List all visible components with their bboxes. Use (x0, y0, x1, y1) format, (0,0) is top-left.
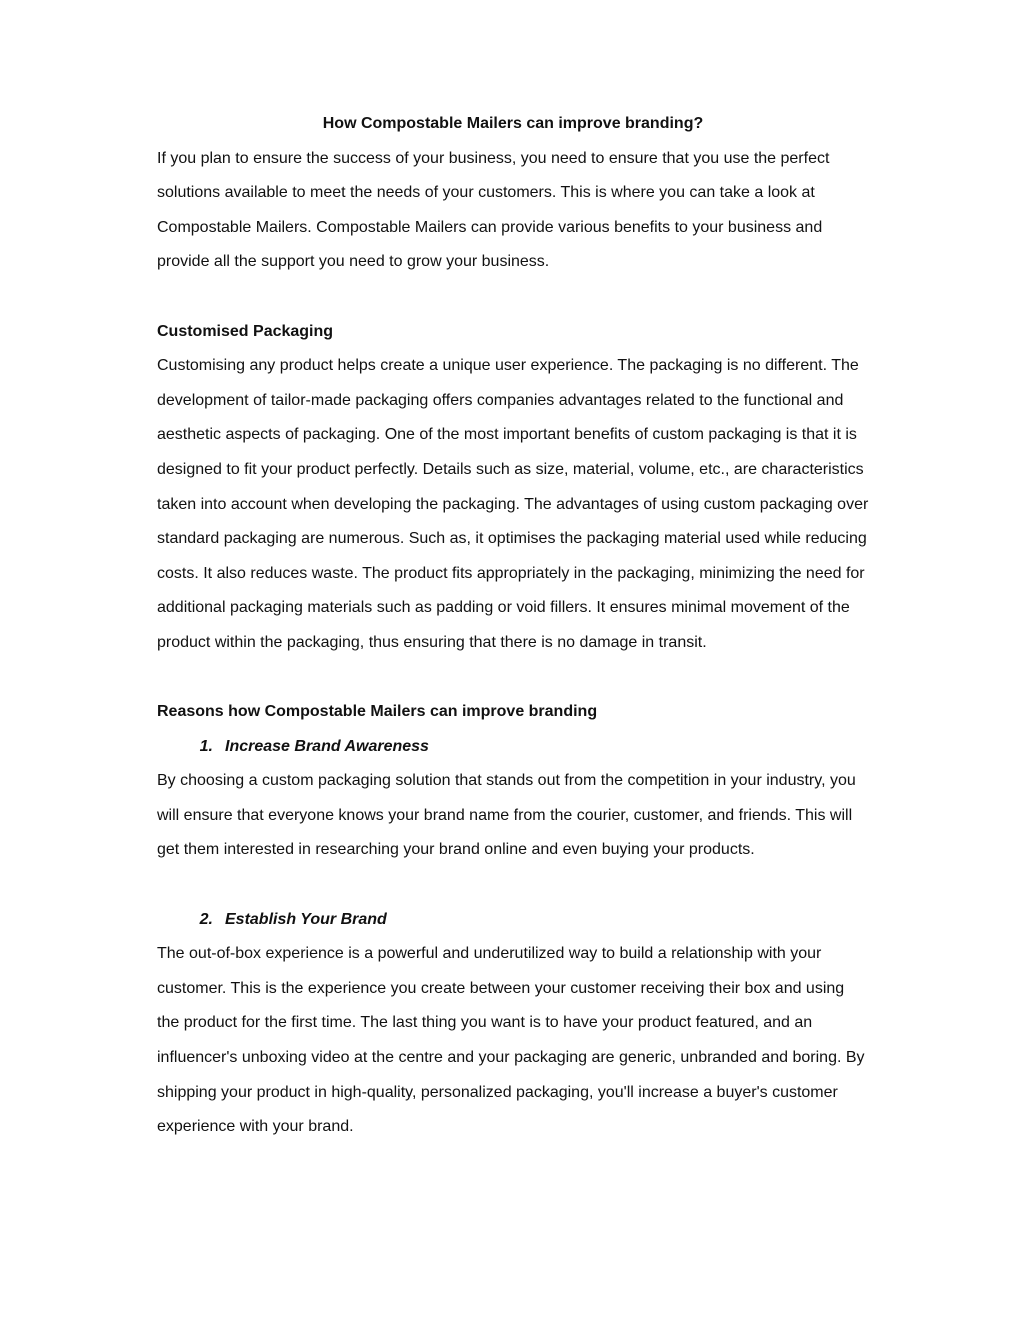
spacer (157, 661, 869, 696)
document-title: How Compostable Mailers can improve branding? (322, 115, 704, 132)
establish-your-brand-paragraph: The out-of-box experience is a powerful and underutilized way to build a relationship with your customer. This is the experience you create between your customer receiving their box and using the product for the first time. The last thing you want is to have your product featured, and an influencer's unboxing video at the centre and your packaging are generic, unbranded and boring. By shipping your product in high-quality, personalized packaging, you'll increase a buyer's customer experience with your brand. (157, 945, 865, 1136)
list-item-number: 1. (199, 737, 213, 755)
increase-brand-awareness-paragraph: By choosing a custom packaging solution that stands out from the competition in your industry, you will ensure that everyone knows your brand name from the courier, customer, and friends. This will get them interested in researching your brand online and even buying your products. (157, 772, 856, 859)
document-content (157, 107, 869, 1145)
list-item-title: Establish Your Brand (225, 910, 387, 928)
list-item-number: 2. (199, 910, 213, 928)
section-heading-reasons: Reasons how Compostable Mailers can improve branding (157, 703, 598, 721)
intro-paragraph: If you plan to ensure the success of your business, you need to ensure that you use the perfect solutions available to meet the needs of your customers. This is where you can take a look at Compostable Mailers. Compostable Mailers can provide various benefits to your business and provide all the support you need to grow your business. (157, 149, 830, 271)
list-item-heading-1 (157, 730, 869, 765)
list-item-heading-2 (157, 903, 869, 938)
spacer (157, 868, 869, 903)
list-item-title: Increase Brand Awareness (225, 737, 429, 755)
section-heading-customised-packaging: Customised Packaging (157, 322, 334, 340)
customised-packaging-paragraph: Customising any product helps create a unique user experience. The packaging is no different. The development of tailor-made packaging offers companies advantages related to the functional and aesthetic aspects of packaging. One of the most important benefits of custom packaging is that it is designed to fit your product perfectly. Details such as size, material, volume, etc., are characteristics taken into account when developing the packaging. The advantages of using custom packaging over standard packaging are numerous. Such as, it optimises the packaging material used while reducing costs. It also reduces waste. The product fits appropriately in the packaging, minimizing the need for additional packaging materials such as padding or void fillers. It ensures minimal movement of the product within the packaging, thus ensuring that there is no damage in transit. (157, 357, 869, 651)
spacer (157, 280, 869, 315)
